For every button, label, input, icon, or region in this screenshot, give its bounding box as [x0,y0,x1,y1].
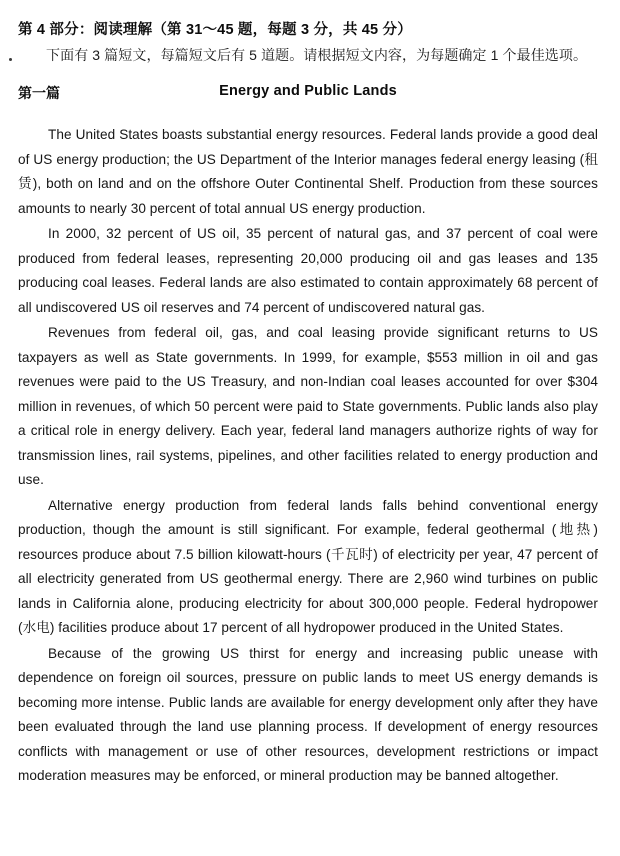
paragraph: Alternative energy production from federal lands falls behind conventional energy production, though the amount is still significant. For example, federal geothermal (地热) resources produce about 7.5 billion kilowatt-hours (千瓦时) of electricity per year, 47 percent of all electricity generated from US geothermal energy. There are 2,960 wind turbines on public lands in California alone, producing electricity for about 300,000 people. Federal hydropower (水电) facilities produce about 17 percent of all hydropower produced in the United States. [18,497,598,635]
section-instruction: 下面有 3 篇短文，每篇短文后有 5 道题。请根据短文内容，为每题确定 1 个最佳选项。 [46,47,588,63]
section-heading: 第 4 部分：阅读理解（第 31～45 题，每题 3 分，共 45 分） [18,22,412,38]
passage-title: Energy and Public Lands [219,83,397,99]
passage-body [18,123,598,789]
paragraph: In 2000, 32 percent of US oil, 35 percent of natural gas, and 37 percent of coal were produced from federal leases, representing 20,000 producing oil and gas leases and 135 producing coal leases. Federal lands are also estimated to contain approximately 68 percent of all undiscovered US oil reserves and 74 percent of undiscovered natural gas. [18,226,598,315]
paragraph: Because of the growing US thirst for energy and increasing public unease with dependence on foreign oil sources, pressure on public lands to meet US energy demands is becoming more intense. Public lands are available for energy development only after they have been evaluated through the land use planning process. If development of energy resources conflicts with management or use of other resources, development restrictions or impact moderation measures may be enforced, or mineral production may be banned altogether. [18,645,598,783]
passage-label: 第一篇 [18,85,60,101]
paragraph: Revenues from federal oil, gas, and coal leasing provide significant returns to US taxpayers as well as State governments. In 1999, for example, $553 million in oil and gas revenues were paid to the US Treasury, and non-Indian coal leases accounted for over $304 million in revenues, of which 50 percent were paid to State governments. Public lands also play a critical role in energy delivery. Each year, federal land managers authorize rights of way for transmission lines, rail systems, pipelines, and other facilities related to energy production and use. [18,325,598,487]
paragraph: The United States boasts substantial energy resources. Federal lands provide a good deal of US energy production; the US Department of the Interior manages federal energy leasing (租赁), both on land and on the offshore Outer Continental Shelf. Production from these sources amounts to nearly 30 percent of total annual US energy production. [18,127,598,216]
margin-mark-icon [9,58,12,61]
passage-header [18,83,598,107]
